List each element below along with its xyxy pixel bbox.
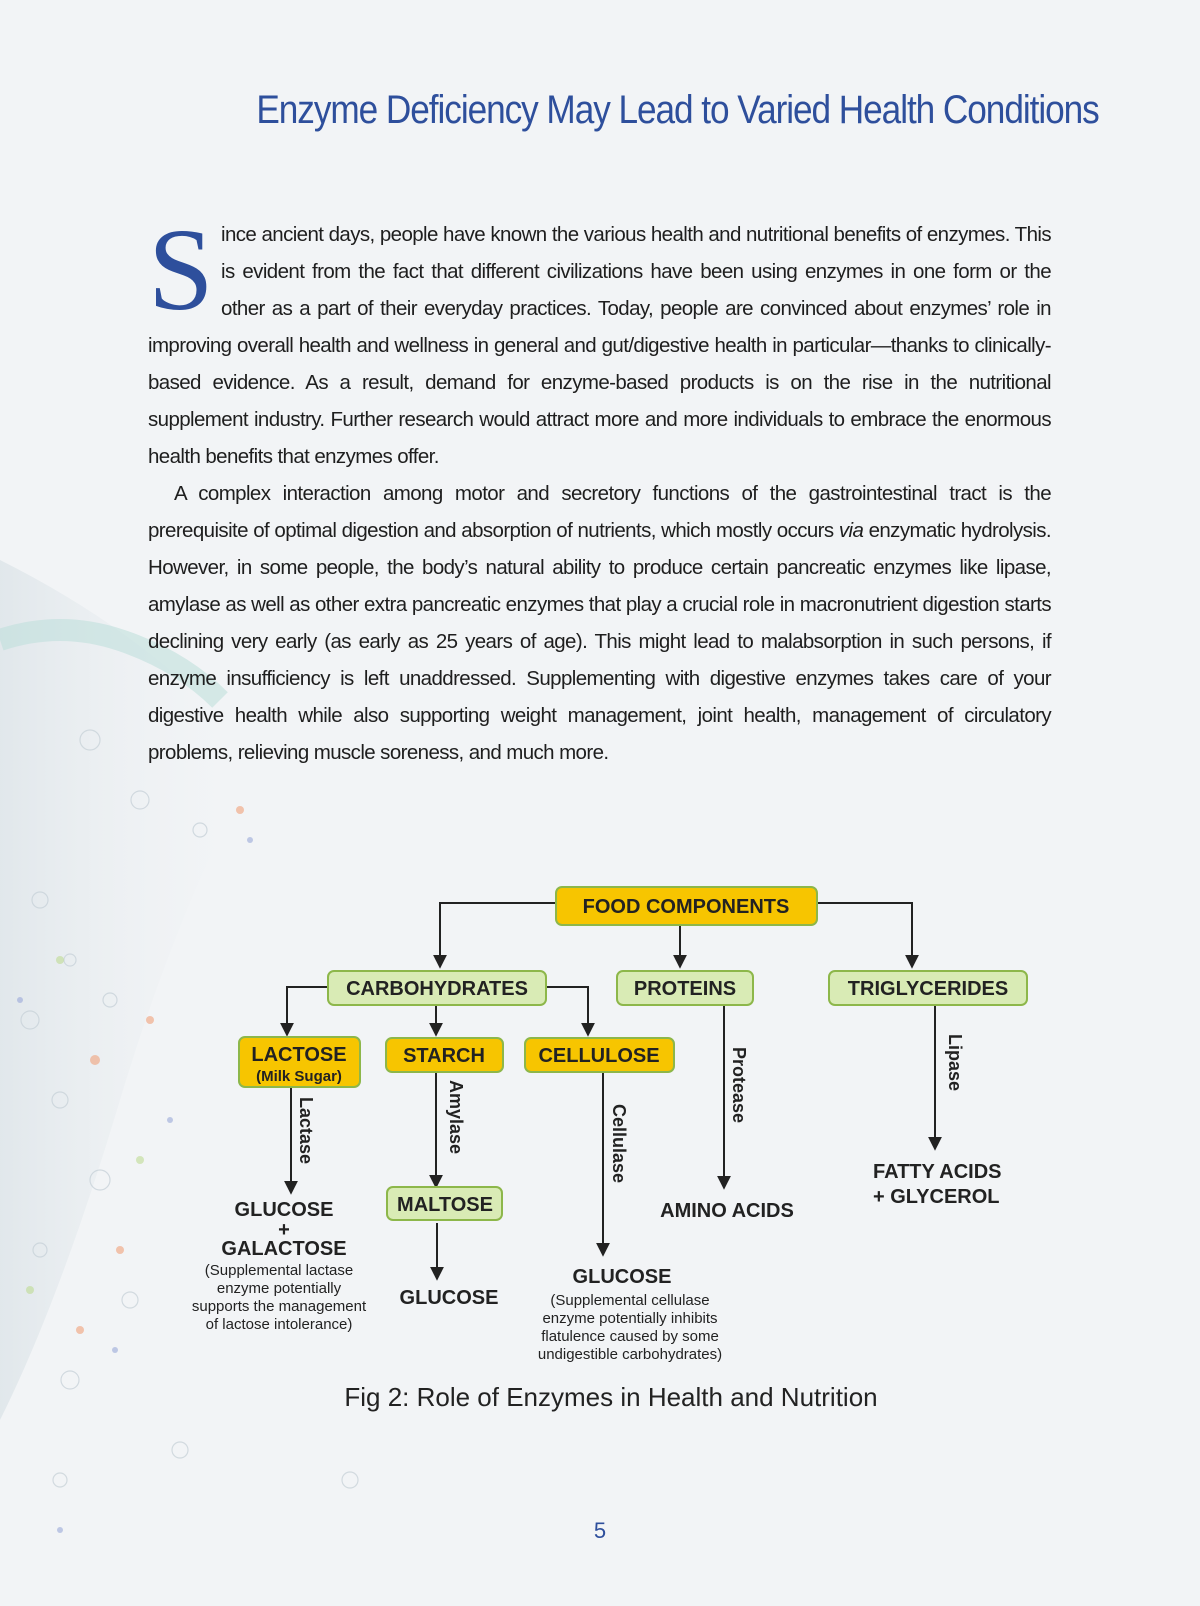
product-fatty-acids xyxy=(873,1161,1002,1208)
paragraph-2-text-a: A complex interaction among motor and secretory functions of the gastrointestinal tract is the prerequisite of optimal digestion and absorption of nutrients, which mostly occurs xyxy=(148,482,1051,542)
lactase-note-line-3: supports the management xyxy=(191,1298,367,1315)
lactase-enzyme-label: Lactase xyxy=(296,1097,316,1165)
node-proteins xyxy=(617,971,753,1005)
cellulase-enzyme-label: Cellulase xyxy=(609,1104,629,1184)
lactose-label: LACTOSE xyxy=(251,1044,347,1066)
glucose-galactose-line-3: GALACTOSE xyxy=(221,1238,347,1260)
cellulase-note xyxy=(538,1292,722,1363)
product-amino-acids: AMINO ACIDS xyxy=(660,1200,794,1222)
node-food-components xyxy=(556,887,817,925)
carbohydrates-label: CARBOHYDRATES xyxy=(346,978,528,1000)
cellulase-note-line-4: undigestible carbohydrates) xyxy=(537,1346,723,1363)
node-triglycerides xyxy=(829,971,1027,1005)
enzyme-flow-diagram xyxy=(0,860,1200,1420)
paragraph-1 xyxy=(148,204,1051,475)
lipase-enzyme-label: Lipase xyxy=(945,1034,965,1092)
protease-enzyme-label: Protease xyxy=(729,1047,749,1124)
node-cellulose xyxy=(525,1038,674,1072)
product-glucose-from-cellulose: GLUCOSE xyxy=(572,1266,672,1288)
node-starch xyxy=(386,1038,503,1072)
triglycerides-label: TRIGLYCERIDES xyxy=(847,978,1009,1000)
glucose-galactose-line-1: GLUCOSE xyxy=(234,1199,334,1221)
starch-label: STARCH xyxy=(403,1045,485,1067)
maltose-label: MALTOSE xyxy=(397,1194,493,1216)
node-carbohydrates xyxy=(328,971,546,1005)
page-title: Enzyme Deficiency May Lead to Varied Health Conditions xyxy=(256,88,1099,132)
product-glucose-galactose xyxy=(221,1199,346,1260)
lactase-note-line-2: enzyme potentially xyxy=(216,1280,342,1297)
page-number: 5 xyxy=(593,1518,607,1543)
paragraph-1-text: ince ancient days, people have known the various health and nutritional benefits of enzymes. This is evident from the fact that different civilizations have been using enzymes in one form or the other as a part of their everyday practices. Today, people are convinced about enzymes’ role in improving overall health and wellness in general and gut/digestive health in particular—thanks to clinically-based evidence. As a result, demand for enzyme-based products is on the rise in the nutritional supplement industry. Further research would attract more and more individuals to embrace the enormous health benefits that enzymes offer. xyxy=(148,223,1051,468)
cellulose-label: CELLULOSE xyxy=(538,1045,660,1067)
cellulase-note-line-1: (Supplemental cellulase xyxy=(550,1292,710,1309)
diagram-connectors xyxy=(287,903,935,1278)
paragraph-2-via: via xyxy=(838,519,864,542)
node-lactose xyxy=(239,1037,360,1087)
fatty-acids-line-1: FATTY ACIDS xyxy=(873,1161,1002,1183)
paragraph-2-text-b: enzymatic hydrolysis. However, in some people, the body’s natural ability to produce certain pancreatic enzymes like lipase, amylase as well as other extra pancreatic enzymes that play a crucial role in macronutrient digestion starts declining very early (as early as 25 years of age). This might lead to malabsorption in such persons, if enzyme insufficiency is left unaddressed. Supplementing with digestive enzymes takes care of your digestive health while also supporting weight management, joint health, management of circulatory problems, relieving muscle soreness, and much more. xyxy=(148,519,1051,764)
lactase-note xyxy=(192,1262,367,1333)
paragraph-2 xyxy=(148,475,1051,771)
lactose-sub-label: (Milk Sugar) xyxy=(256,1068,342,1085)
cellulase-note-line-2: enzyme potentially inhibits xyxy=(542,1310,718,1327)
fatty-acids-line-2: + GLYCEROL xyxy=(873,1186,1000,1208)
lactase-note-line-4: of lactose intolerance) xyxy=(205,1316,353,1333)
proteins-label: PROTEINS xyxy=(633,978,737,1000)
glucose-galactose-line-2: + xyxy=(278,1219,290,1241)
product-glucose-from-maltose: GLUCOSE xyxy=(399,1287,499,1309)
amylase-enzyme-label: Amylase xyxy=(446,1080,466,1155)
drop-cap: S xyxy=(148,204,214,335)
food-components-label: FOOD COMPONENTS xyxy=(582,896,790,918)
figure-caption: Fig 2: Role of Enzymes in Health and Nutrition xyxy=(344,1382,878,1412)
node-maltose xyxy=(387,1187,502,1220)
cellulase-note-line-3: flatulence caused by some xyxy=(541,1328,719,1345)
article-body xyxy=(148,204,1051,771)
lactase-note-line-1: (Supplemental lactase xyxy=(204,1262,354,1279)
